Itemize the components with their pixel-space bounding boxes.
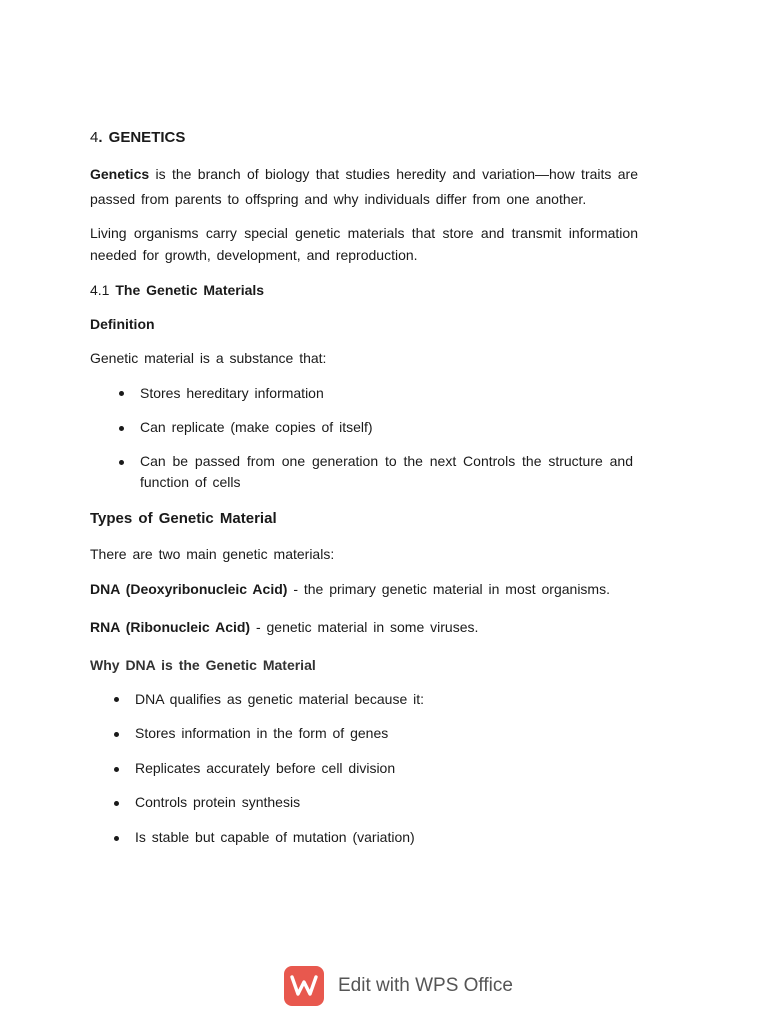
wps-edit-banner[interactable] <box>284 964 513 1008</box>
intro-paragraph <box>90 162 638 212</box>
why-heading: Why DNA is the Genetic Material <box>90 657 316 673</box>
definition-bullet-1: Stores hereditary information <box>140 385 324 401</box>
intro-term: Genetics <box>90 166 150 182</box>
paragraph-2: Living organisms carry special genetic materials that store and transmit information needed for growth, development, and reproduction. <box>90 225 638 263</box>
dna-line <box>90 578 638 600</box>
types-text: There are two main genetic materials: <box>90 546 335 562</box>
bullet-dot <box>119 426 124 431</box>
intro-text: is the branch of biology that studies heredity and variation—how traits are passed from parents to offspring and why individuals differ from one another. <box>90 166 638 207</box>
rna-term: RNA (Ribonucleic Acid) <box>90 619 251 635</box>
subsection-title: The Genetic Materials <box>115 282 265 298</box>
bullet-dot <box>114 697 119 702</box>
why-bullet-1: DNA qualifies as genetic material because it: <box>135 691 425 707</box>
bullet-dot <box>114 732 119 737</box>
definition-text: Genetic material is a substance that: <box>90 350 327 366</box>
definition-bullet-3: Can be passed from one generation to the next Controls the structure and function of cells <box>140 453 633 490</box>
wps-edit-label[interactable]: Edit with WPS Office <box>338 975 513 996</box>
bullet-dot <box>119 460 124 465</box>
section-number: 4 <box>90 129 99 146</box>
subsection-heading <box>90 279 638 301</box>
bullet-dot <box>114 767 119 772</box>
rna-text: - genetic material in some viruses. <box>250 619 479 635</box>
why-bullet-2: Stores information in the form of genes <box>135 725 389 741</box>
definition-heading: Definition <box>90 316 155 332</box>
why-bullet-4: Controls protein synthesis <box>135 794 301 810</box>
dna-text: - the primary genetic material in most organisms. <box>287 581 610 597</box>
why-bullet-3: Replicates accurately before cell division <box>135 760 396 776</box>
rna-line <box>90 616 638 638</box>
bullet-dot <box>114 801 119 806</box>
dna-term: DNA (Deoxyribonucleic Acid) <box>90 581 288 597</box>
section-heading <box>90 127 638 149</box>
wps-logo-icon[interactable] <box>284 966 324 1006</box>
types-heading: Types of Genetic Material <box>90 510 277 527</box>
why-bullet-5: Is stable but capable of mutation (variation) <box>135 829 415 845</box>
bullet-dot <box>119 391 124 396</box>
bullet-dot <box>114 836 119 841</box>
section-title: . GENETICS <box>98 129 186 146</box>
subsection-number: 4.1 <box>90 282 110 298</box>
wps-w-glyph <box>289 973 319 999</box>
definition-bullet-2: Can replicate (make copies of itself) <box>140 419 373 435</box>
